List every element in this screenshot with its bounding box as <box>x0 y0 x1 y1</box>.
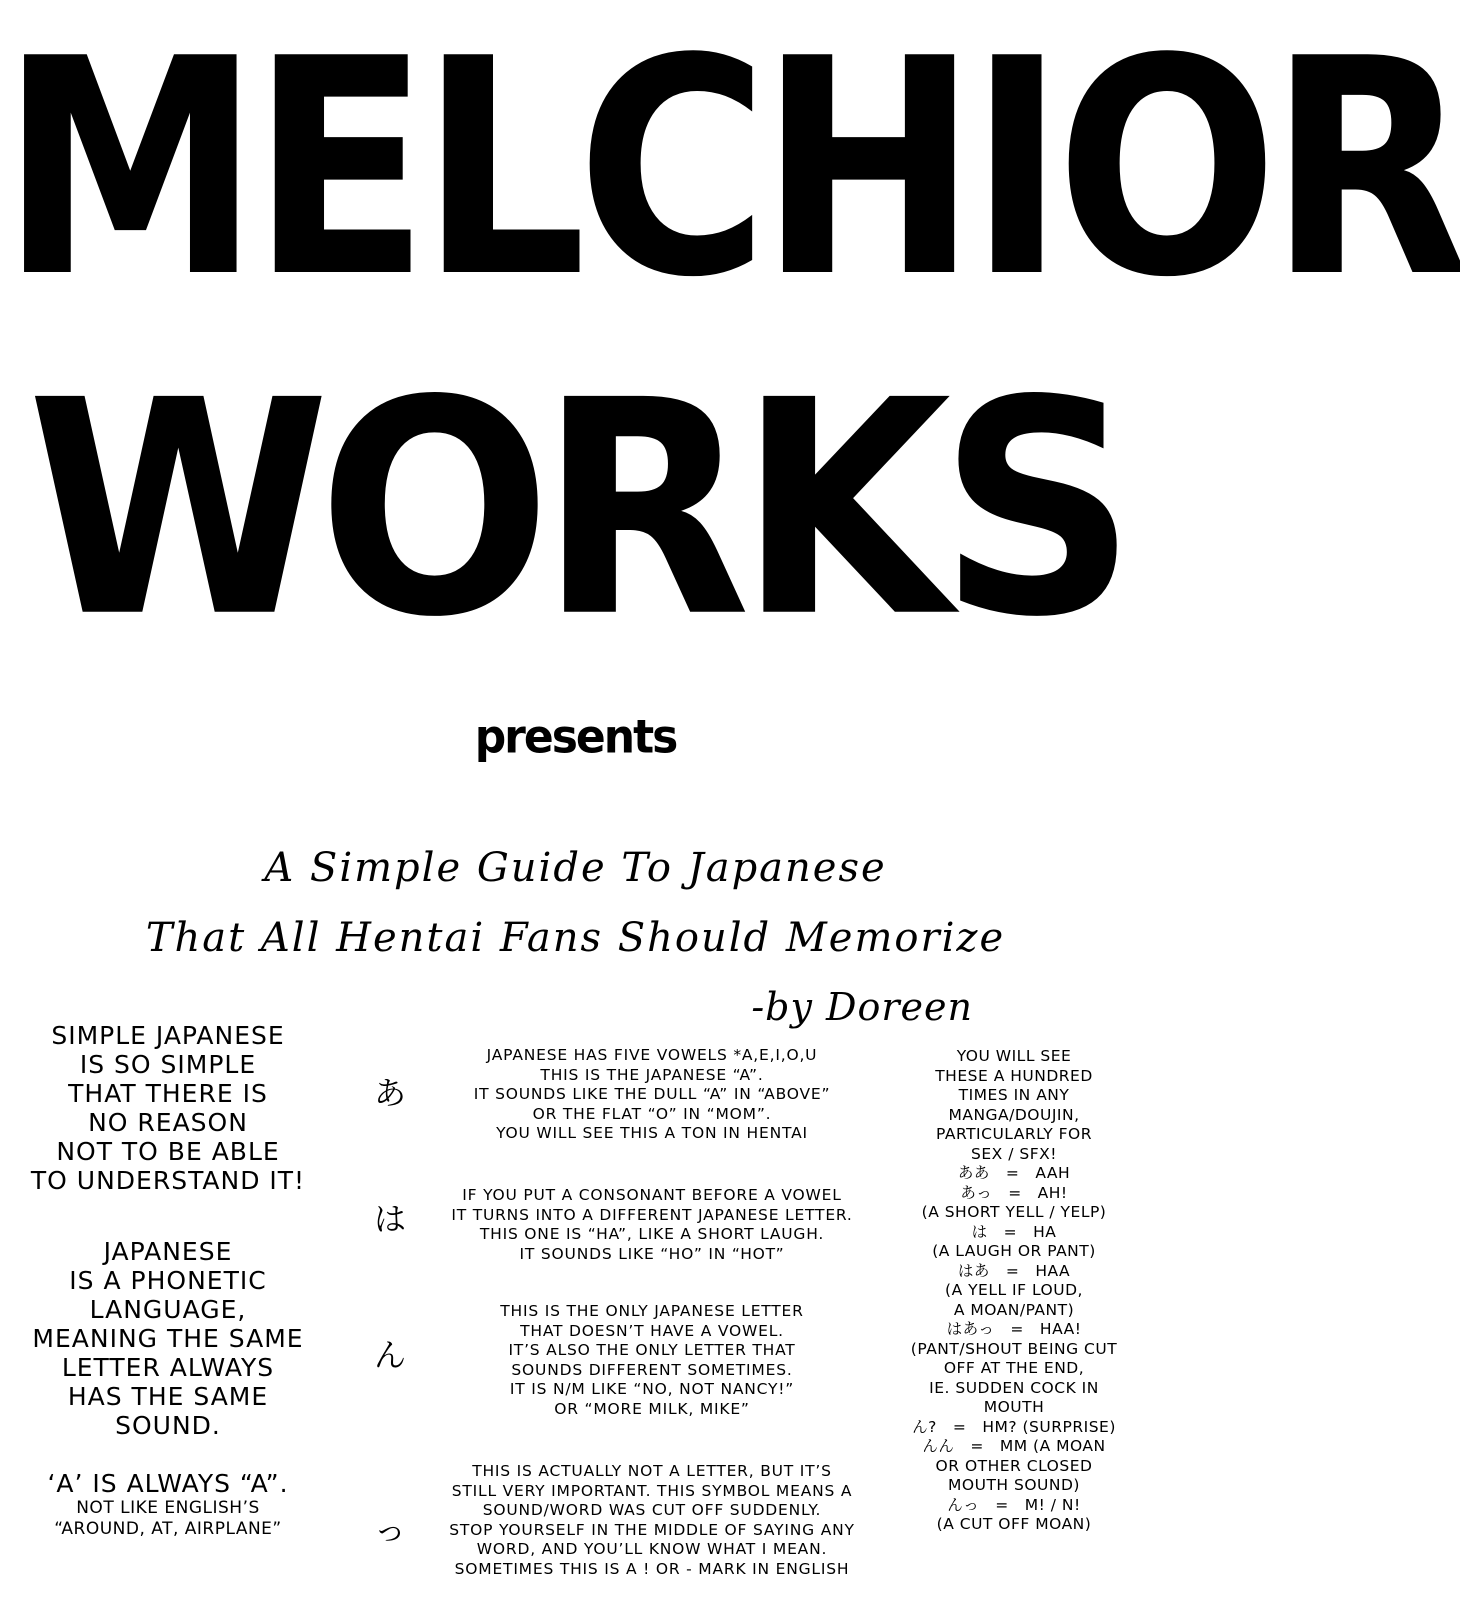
text-line: THAT DOESN’T HAVE A VOWEL. <box>520 1321 784 1340</box>
text-line: THESE A HUNDRED <box>935 1066 1093 1085</box>
kana-a: あ <box>373 1074 406 1112</box>
text-line: NOT TO BE ABLE <box>56 1137 280 1166</box>
text-line: SOUNDS DIFFERENT SOMETIMES. <box>511 1360 793 1379</box>
sfx-entry-note: (A CUT OFF MOAN) <box>936 1515 1092 1533</box>
kana-a-explanation <box>412 1046 892 1144</box>
text-line: IT’S ALSO THE ONLY LETTER THAT <box>508 1341 796 1359</box>
sfx-list <box>906 1047 1122 1535</box>
sfx-entry: んん = MM (A MOAN <box>922 1437 1106 1455</box>
text-line: PARTICULARLY FOR <box>935 1125 1093 1143</box>
sfx-entry: はあ = HAA <box>957 1261 1071 1280</box>
kana-n: ん <box>373 1336 406 1374</box>
kana-small-tsu: っ <box>373 1511 406 1549</box>
text-line: ‘A’ IS ALWAYS “A”. <box>47 1469 289 1498</box>
sfx-entry: あっ = AH! <box>960 1183 1068 1202</box>
text-line: THIS IS THE ONLY JAPANESE LETTER <box>500 1302 804 1320</box>
sfx-entry: んっ = M! / N! <box>947 1495 1081 1514</box>
text-line: LANGUAGE, <box>89 1295 247 1324</box>
text-line: IT IS N/M LIKE “NO, NOT NANCY!” <box>509 1380 795 1398</box>
brand-line-1: MELCHIOR <box>0 0 1460 343</box>
text-line: YOU WILL SEE THIS A TON IN HENTAI <box>496 1124 808 1142</box>
text-line: SOUND. <box>115 1411 221 1440</box>
text-line: MEANING THE SAME <box>32 1324 304 1353</box>
text-line-small: “AROUND, AT, AIRPLANE” <box>54 1519 282 1539</box>
kana-ha: は <box>373 1200 406 1238</box>
sfx-entry-note: MOUTH <box>983 1398 1045 1416</box>
sfx-entry: はあっ = HAA! <box>946 1320 1082 1338</box>
text-line: HAS THE SAME <box>67 1382 269 1411</box>
text-line: SEX / SFX! <box>971 1144 1057 1163</box>
sfx-entry: ああ = AAH <box>957 1164 1071 1182</box>
sfx-entry: ん? = HM? (SURPRISE) <box>912 1417 1116 1436</box>
text-line: IF YOU PUT A CONSONANT BEFORE A VOWEL <box>462 1186 842 1204</box>
text-line: SOUND/WORD WAS CUT OFF SUDDENLY. <box>482 1501 822 1519</box>
text-line: THAT THERE IS <box>68 1079 268 1108</box>
text-line: STILL VERY IMPORTANT. THIS SYMBOL MEANS A <box>451 1481 853 1500</box>
sfx-entry-note: (A LAUGH OR PANT) <box>932 1242 1096 1260</box>
sfx-entry: は = HA <box>971 1222 1057 1241</box>
kana-ha-explanation <box>412 1186 892 1264</box>
guide-title-line-1: A Simple Guide To Japanese <box>264 845 887 891</box>
sfx-entry-note: (A YELL IF LOUD, <box>945 1281 1083 1299</box>
text-line: WORD, AND YOU’LL KNOW WHAT I MEAN. <box>476 1540 828 1558</box>
brand-line-2: WORKS <box>26 337 1125 682</box>
text-line: IT SOUNDS LIKE “HO” IN “HOT” <box>519 1244 785 1263</box>
sfx-entry-note: (PANT/SHOUT BEING CUT <box>910 1339 1118 1358</box>
text-line: JAPANESE <box>103 1237 233 1266</box>
sfx-entry-note: IE. SUDDEN COCK IN <box>929 1378 1099 1397</box>
text-line: THIS ONE IS “HA”, LIKE A SHORT LAUGH. <box>479 1225 825 1243</box>
text-line: THIS IS ACTUALLY NOT A LETTER, BUT IT’S <box>472 1462 832 1480</box>
text-line: IS A PHONETIC <box>69 1266 267 1295</box>
intro-paragraph <box>18 1021 318 1195</box>
sfx-entry-note: (A SHORT YELL / YELP) <box>921 1203 1107 1221</box>
text-line: THIS IS THE JAPANESE “A”. <box>540 1065 764 1084</box>
text-line: OR “MORE MILK, MIKE” <box>554 1399 750 1418</box>
kana-tsu-explanation <box>412 1462 892 1579</box>
text-line: IS SO SIMPLE <box>79 1050 257 1079</box>
text-line: NO REASON <box>88 1108 248 1137</box>
text-line: IT SOUNDS LIKE THE DULL “A” IN “ABOVE” <box>473 1085 831 1103</box>
sfx-entry-note: MOUTH SOUND) <box>948 1476 1080 1494</box>
text-line: YOU WILL SEE <box>956 1047 1072 1065</box>
sfx-entry-note: A MOAN/PANT) <box>953 1300 1075 1319</box>
author-byline: -by Doreen <box>751 985 973 1029</box>
text-line-small: NOT LIKE ENGLISH’S <box>76 1498 260 1518</box>
presents-label: presents <box>474 710 677 765</box>
text-line: SIMPLE JAPANESE <box>51 1021 285 1050</box>
sfx-entry-note: OFF AT THE END, <box>943 1359 1085 1377</box>
sfx-entry-note: OR OTHER CLOSED <box>935 1456 1093 1475</box>
text-line: LETTER ALWAYS <box>61 1353 275 1382</box>
kana-n-explanation <box>412 1302 892 1419</box>
a-rule-paragraph <box>18 1469 318 1540</box>
text-line: MANGA/DOUJIN, <box>948 1105 1080 1124</box>
text-line: STOP YOURSELF IN THE MIDDLE OF SAYING ANY <box>449 1520 855 1539</box>
text-line: TIMES IN ANY <box>958 1086 1070 1104</box>
guide-title-line-2: That All Hentai Fans Should Memorize <box>145 915 1006 961</box>
text-line: TO UNDERSTAND IT! <box>30 1166 306 1195</box>
text-line: IT TURNS INTO A DIFFERENT JAPANESE LETTER. <box>451 1205 853 1224</box>
text-line: OR THE FLAT “O” IN “MOM”. <box>532 1104 772 1123</box>
text-line: JAPANESE HAS FIVE VOWELS *A,E,I,O,U <box>486 1046 818 1064</box>
text-line: SOMETIMES THIS IS A ! OR - MARK IN ENGLISH <box>454 1559 850 1578</box>
phonetic-paragraph <box>18 1237 318 1440</box>
